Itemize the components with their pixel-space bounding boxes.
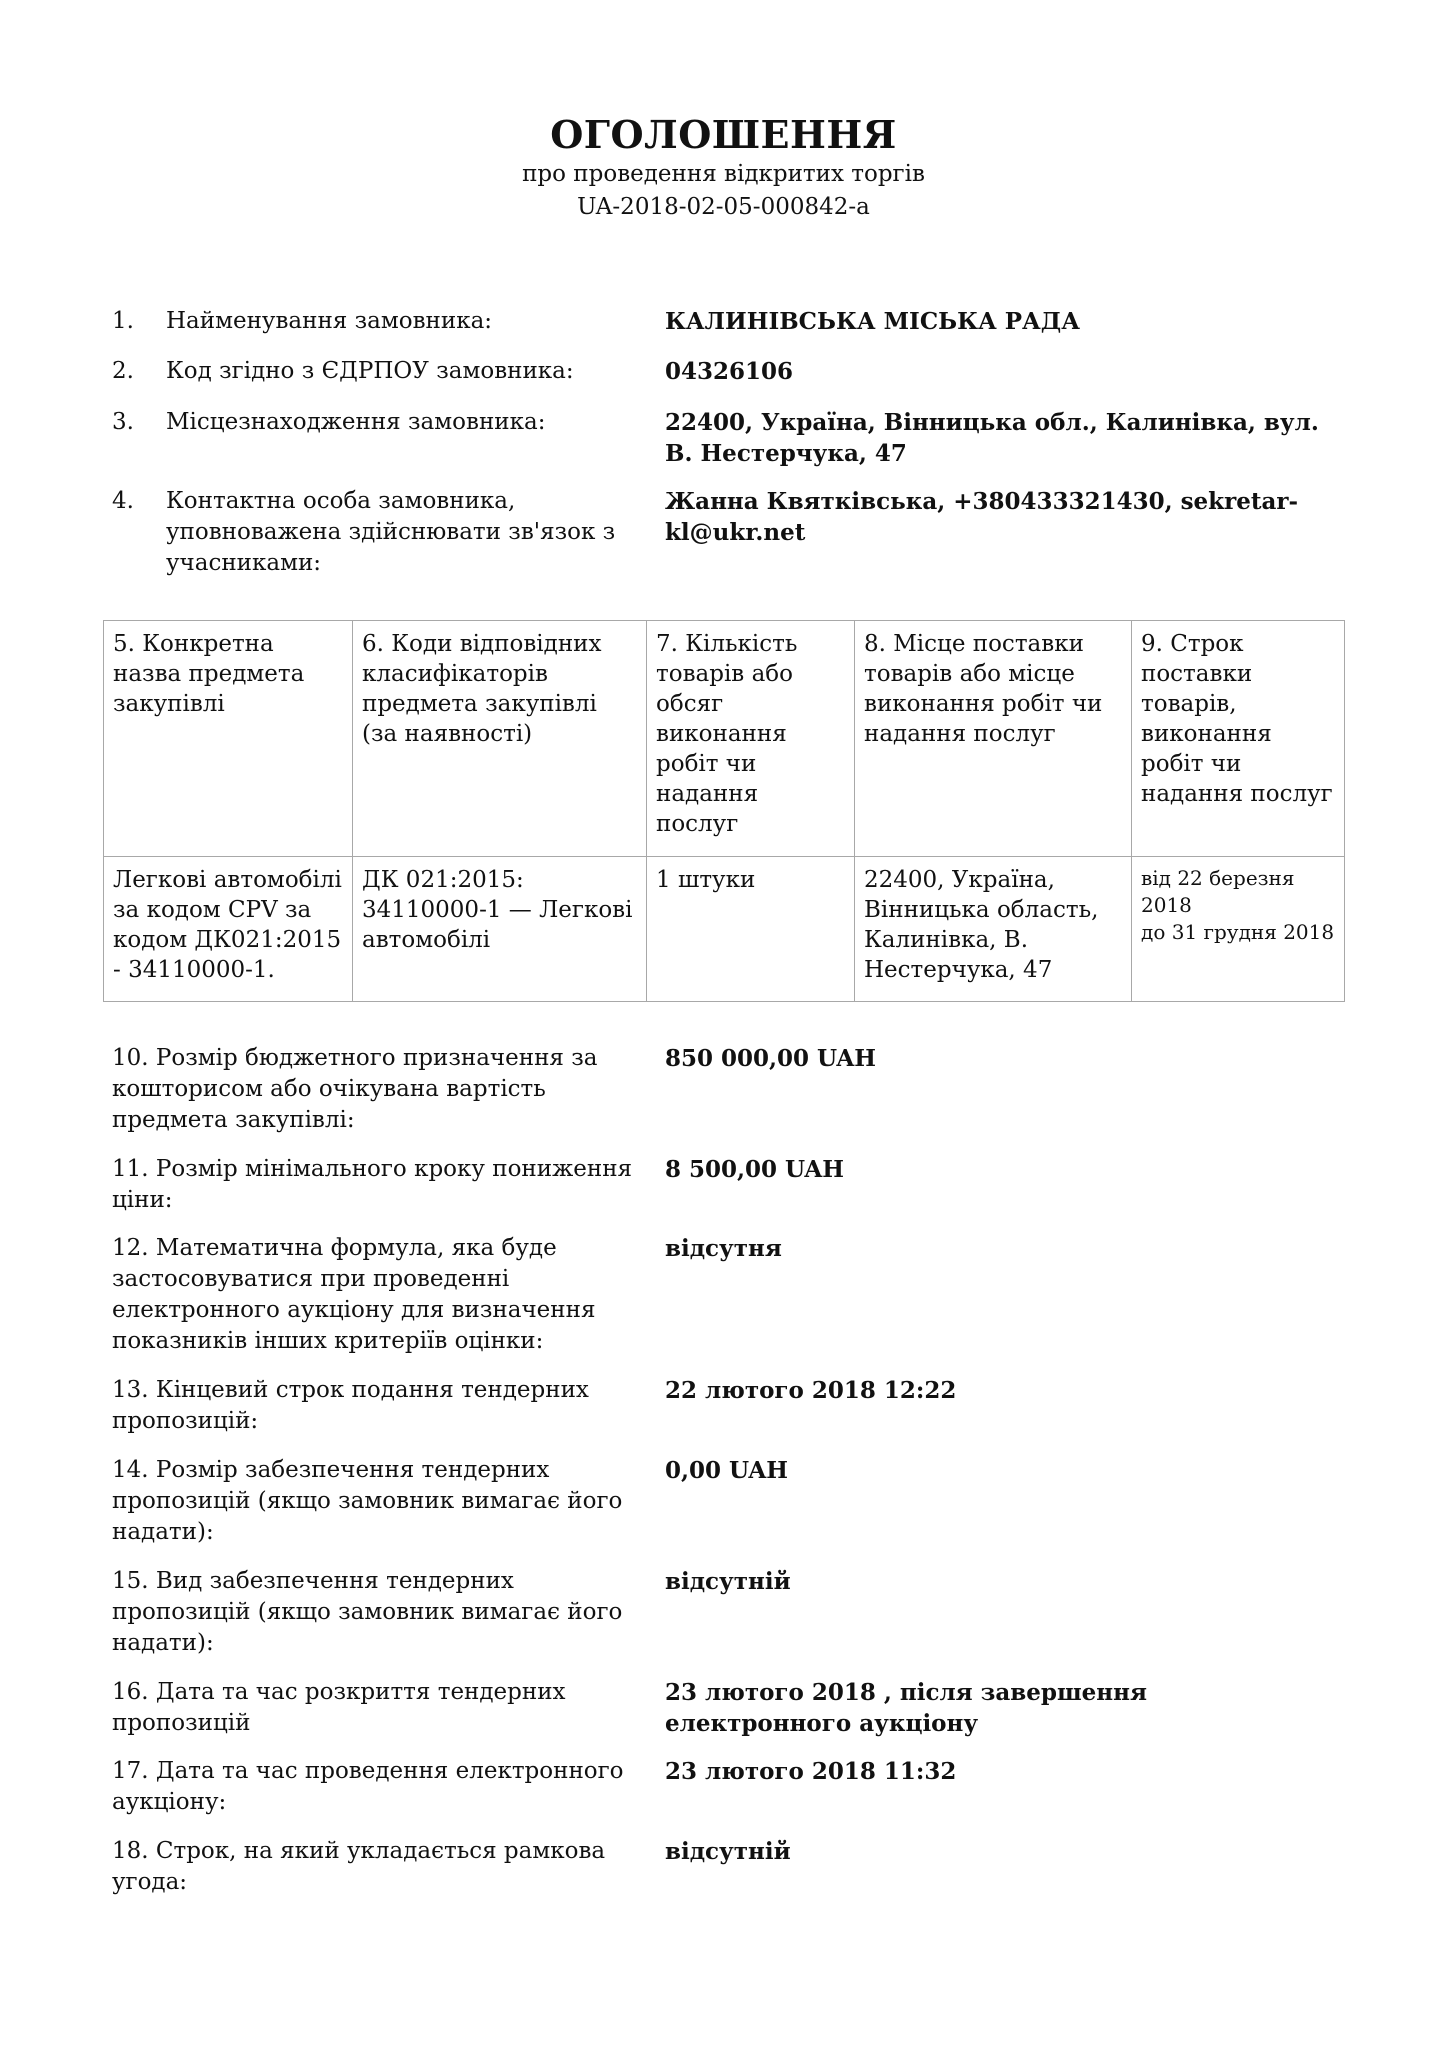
row-label: Код згідно з ЄДРПОУ замовника: <box>166 358 574 384</box>
table-header-cell: 5. Конкретна назва предмета закупівлі <box>104 621 353 857</box>
row-label: Контактна особа замовника, уповноважена здійснювати зв'язок з учасниками: <box>166 488 616 576</box>
table-header-cell: 7. Кількість товарів або обсяг виконання робіт чи надання послуг <box>647 621 855 857</box>
item-name-cell: Легкові автомобілі за кодом CPV за кодом ДК021:2015 - 34110000-1. <box>104 857 353 1002</box>
tender-id: UA-2018-02-05-000842-a <box>577 194 870 220</box>
page-subtitle: про проведення відкритих торгів <box>522 161 925 187</box>
row-label: 16. Дата та час розкриття тендерних пропозицій <box>112 1679 566 1736</box>
framework-term-value: відсутній <box>665 1838 791 1865</box>
table-header-cell: 9. Строк поставки товарів, виконання робіт чи надання послуг <box>1132 621 1345 857</box>
row-label: 11. Розмір мінімального кроку пониження ціни: <box>112 1156 633 1213</box>
security-amount-value: 0,00 UAH <box>665 1457 788 1484</box>
term-to: до 31 грудня 2018 <box>1141 920 1335 944</box>
table-header-row <box>104 621 1345 857</box>
page-title: ОГОЛОШЕННЯ <box>550 112 897 157</box>
items-table <box>103 620 1345 1002</box>
customer-name-value: КАЛИНІВСЬКА МІСЬКА РАДА <box>665 308 1080 335</box>
customer-address-value: 22400, Україна, Вінницька обл., Калинівка, вул. В. Нестерчука, 47 <box>665 409 1319 467</box>
deadline-value: 22 лютого 2018 12:22 <box>665 1377 957 1404</box>
customer-contact-value: Жанна Квятківська, +380433321430, sekretar-kl@ukr.net <box>665 488 1299 546</box>
table-header-cell: 8. Місце поставки товарів або місце виконання робіт чи надання послуг <box>855 621 1132 857</box>
formula-value: відсутня <box>665 1235 782 1262</box>
row-label: 13. Кінцевий строк подання тендерних пропозицій: <box>112 1377 589 1434</box>
row-label: 15. Вид забезпечення тендерних пропозицій (якщо замовник вимагає його надати): <box>112 1568 623 1656</box>
row-label: 10. Розмір бюджетного призначення за кошторисом або очікувана вартість предмета закупівлі: <box>112 1045 598 1133</box>
row-number: 4. <box>112 488 134 514</box>
table-row <box>104 857 1345 1002</box>
auction-date-value: 23 лютого 2018 11:32 <box>665 1758 957 1785</box>
row-label: Найменування замовника: <box>166 308 493 334</box>
budget-value: 850 000,00 UAH <box>665 1045 876 1072</box>
customer-code-value: 04326106 <box>665 358 794 385</box>
opening-date-value: 23 лютого 2018 , після завершення електронного аукціону <box>665 1679 1147 1737</box>
term-from: від 22 березня 2018 <box>1141 866 1295 917</box>
item-term-cell <box>1132 857 1345 1002</box>
table-header-cell: 6. Коди відповідних класифікаторів предмета закупівлі (за наявності) <box>353 621 647 857</box>
row-label: 12. Математична формула, яка буде застосовуватися при проведенні електронного аукціону для визначення показників інших критеріїв оцінки: <box>112 1235 596 1354</box>
row-label: 14. Розмір забезпечення тендерних пропозицій (якщо замовник вимагає його надати): <box>112 1457 623 1545</box>
row-number: 1. <box>112 308 134 334</box>
item-quantity-cell: 1 штуки <box>647 857 855 1002</box>
item-place-cell: 22400, Україна, Вінницька область, Калинівка, В. Нестерчука, 47 <box>855 857 1132 1002</box>
security-type-value: відсутній <box>665 1568 791 1595</box>
row-label: 17. Дата та час проведення електронного аукціону: <box>112 1758 624 1815</box>
row-label: Місцезнаходження замовника: <box>166 409 546 435</box>
item-codes-cell: ДК 021:2015: 34110000-1 — Легкові автомобілі <box>353 857 647 1002</box>
row-number: 3. <box>112 409 134 435</box>
min-step-value: 8 500,00 UAH <box>665 1156 844 1183</box>
row-number: 2. <box>112 358 134 384</box>
row-label: 18. Строк, на який укладається рамкова угода: <box>112 1838 606 1895</box>
